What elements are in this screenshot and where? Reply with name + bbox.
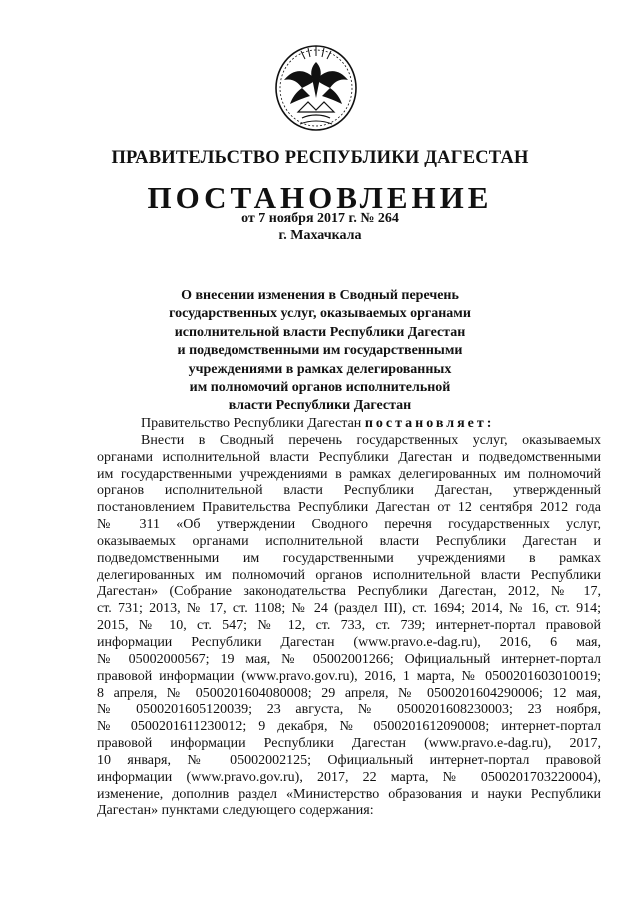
body-line: правовой информации Республики Дагестан (www.pravo.e-dag.ru), 2017, xyxy=(97,736,601,752)
body-line: подведомственными им государственными учреждениями в рамках xyxy=(97,550,601,566)
title-line: исполнительной власти Республики Дагестан xyxy=(174,324,466,340)
body-line: № 05002000567; 19 мая, № 05002001266; Официальный интернет-портал xyxy=(97,651,601,667)
body-line: 8 апреля, № 0500201604080008; 29 апреля, № 0500201604290006; 12 мая, xyxy=(97,685,601,701)
government-name: ПРАВИТЕЛЬСТВО РЕСПУБЛИКИ ДАГЕСТАН xyxy=(111,148,529,168)
document-type: ПОСТАНОВЛЕНИЕ xyxy=(147,180,493,215)
coat-of-arms-emblem xyxy=(272,40,360,132)
main-paragraph xyxy=(97,433,601,820)
body-line: ст. 731; 2013, № 17, ст. 1108; № 24 (раздел III), ст. 1694; 2014, № 16, ст. 914; xyxy=(97,601,601,617)
body-line: органами исполнительной власти Республики Дагестан и подведомственными xyxy=(97,449,601,465)
body-line: информации Республики Дагестан (www.pravo.e-dag.ru), 2016, 6 мая, xyxy=(97,634,601,650)
body-line: делегированных им полномочий органов исполнительной власти Республики xyxy=(97,567,601,583)
document-title xyxy=(100,287,540,416)
body-line: Дагестан» пунктами следующего содержания: xyxy=(97,803,374,819)
body-line: Внести в Сводный перечень государственных услуг, оказываемых xyxy=(141,432,601,448)
body-line: 2015, № 10, ст. 547; № 12, ст. 733, ст. 739; интернет-портал правовой xyxy=(97,618,601,634)
body-line: изменение, дополнив раздел «Министерство образования и науки Республики xyxy=(97,786,601,802)
body-line: им государственными учреждениями в рамках делегированных им полномочий xyxy=(97,466,601,482)
body-line: информации (www.pravo.gov.ru), 2017, 22 марта, № 0500201703220004), xyxy=(97,769,601,785)
title-line: учреждениями в рамках делегированных xyxy=(188,361,452,377)
body-line: № 311 «Об утверждении Сводного перечня государственных услуг, xyxy=(97,517,601,533)
document-date: от 7 ноября 2017 г. № 264 xyxy=(241,211,399,226)
body-line: Дагестан» (Собрание законодательства Республики Дагестан, 2012, № 17, xyxy=(97,584,601,600)
title-line: и подведомственными им государственными xyxy=(177,343,463,359)
body-line: органов исполнительной власти Республики Дагестан, утвержденный xyxy=(97,483,601,499)
body-line: оказываемых органами исполнительной власти Республики Дагестан и xyxy=(97,533,601,549)
body-line: № 0500201611230012; 9 декабря, № 0500201612090008; интернет-портал xyxy=(97,719,601,735)
intro-action: постановляет: xyxy=(364,416,495,431)
title-line: власти Республики Дагестан xyxy=(228,398,412,414)
body-line: № 0500201605120039; 23 августа, № 0500201608230003; 23 ноября, xyxy=(97,702,601,718)
body-line: правовой информации (www.pravo.gov.ru), 2016, 1 марта, № 0500201603010019; xyxy=(97,668,601,684)
title-line: им полномочий органов исполнительной xyxy=(189,380,451,396)
intro-paragraph xyxy=(97,416,601,433)
intro-lead: Правительство Республики Дагестан xyxy=(141,416,362,431)
document-body xyxy=(97,416,601,820)
document-city: г. Махачкала xyxy=(278,228,362,243)
title-line: государственных услуг, оказываемых органами xyxy=(169,306,471,322)
body-line: постановлением Правительства Республики Дагестан от 12 сентября 2012 года xyxy=(97,500,601,516)
body-line: 10 января, № 05002002125; Официальный интернет-портал правовой xyxy=(97,752,601,768)
title-line: О внесении изменения в Сводный перечень xyxy=(181,288,459,303)
